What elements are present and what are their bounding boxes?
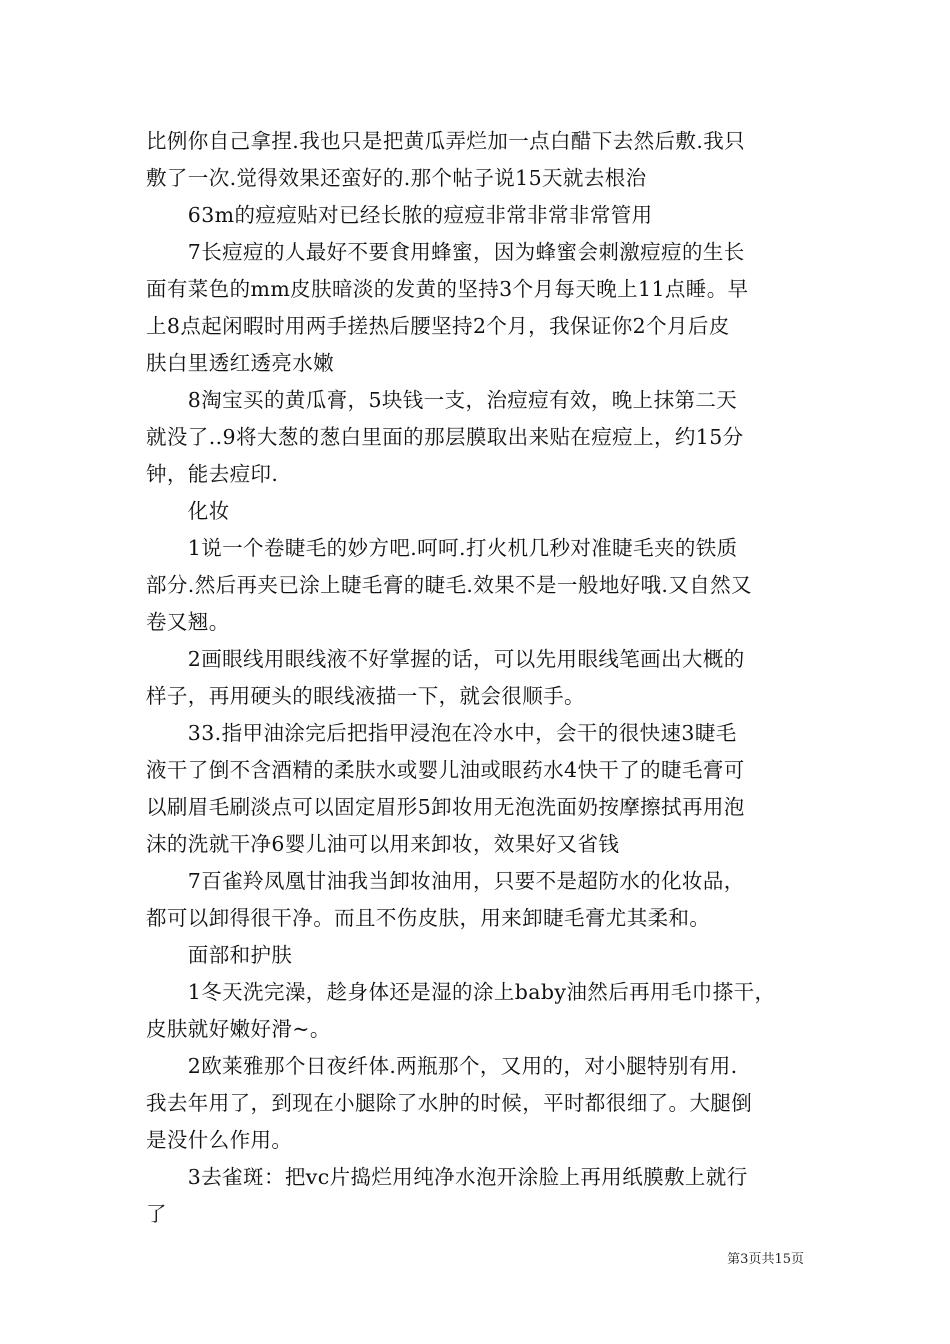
section-heading-makeup: 化妆	[146, 499, 230, 523]
paragraph: 1说一个卷睫毛的妙方吧.呵呵.打火机几秒对准睫毛夹的铁质 部分.然后再夹已涂上睫毛膏的睫毛.效果不是一般地好哦.又自然又 卷又翘。	[146, 536, 752, 634]
paragraph: 1冬天洗完澡，趁身体还是湿的涂上baby油然后再用毛巾搽干， 皮肤就好嫩好滑~。	[146, 980, 776, 1041]
paragraph: 63m的痘痘贴对已经长脓的痘痘非常非常非常管用	[146, 203, 653, 227]
paragraph: 3去雀斑：把vc片捣烂用纯净水泡开涂脸上再用纸膜敷上就行 了	[146, 1165, 748, 1226]
page-number-footer: 第3页共15页	[727, 1252, 804, 1267]
paragraph: 2画眼线用眼线液不好掌握的话，可以先用眼线笔画出大概的 样子，再用硬头的眼线液描一下，就会很顺手。	[146, 647, 745, 708]
body-text	[146, 123, 812, 1233]
paragraph: 8淘宝买的黄瓜膏，5块钱一支，治痘痘有效，晚上抹第二天 就没了..9将大葱的葱白里面的那层膜取出来贴在痘痘上，约15分 钟，能去痘印.	[146, 388, 744, 486]
paragraph: 比例你自己拿捏.我也只是把黄瓜弄烂加一点白醋下去然后敷.我只 敷了一次.觉得效果还蛮好的.那个帖子说15天就去根治	[146, 129, 746, 190]
section-heading-face-skincare: 面部和护肤	[146, 943, 293, 967]
paragraph: 33.指甲油涂完后把指甲浸泡在冷水中，会干的很快速3睫毛 液干了倒不含酒精的柔肤水或婴儿油或眼药水4快干了的睫毛膏可 以刷眉毛刷淡点可以固定眉形5卸妆用无泡洗面奶按摩擦拭再用泡 沫的洗就干净6婴儿油可以用来卸妆，效果好又省钱	[146, 721, 745, 856]
paragraph: 7百雀羚凤凰甘油我当卸妆油用，只要不是超防水的化妆品， 都可以卸得很干净。而且不伤皮肤，用来卸睫毛膏尤其柔和。	[146, 869, 745, 930]
paragraph: 2欧莱雅那个日夜纤体.两瓶那个，又用的，对小腿特别有用. 我去年用了，到现在小腿除了水肿的时候，平时都很细了。大腿倒 是没什么作用。	[146, 1054, 753, 1152]
paragraph: 7长痘痘的人最好不要食用蜂蜜，因为蜂蜜会刺激痘痘的生长 面有菜色的mm皮肤暗淡的发黄的坚持3个月每天晚上11点睡。早 上8点起闲暇时用两手搓热后腰坚持2个月，我保证你2个月后皮 肤白里透红透亮水嫩	[146, 240, 749, 375]
